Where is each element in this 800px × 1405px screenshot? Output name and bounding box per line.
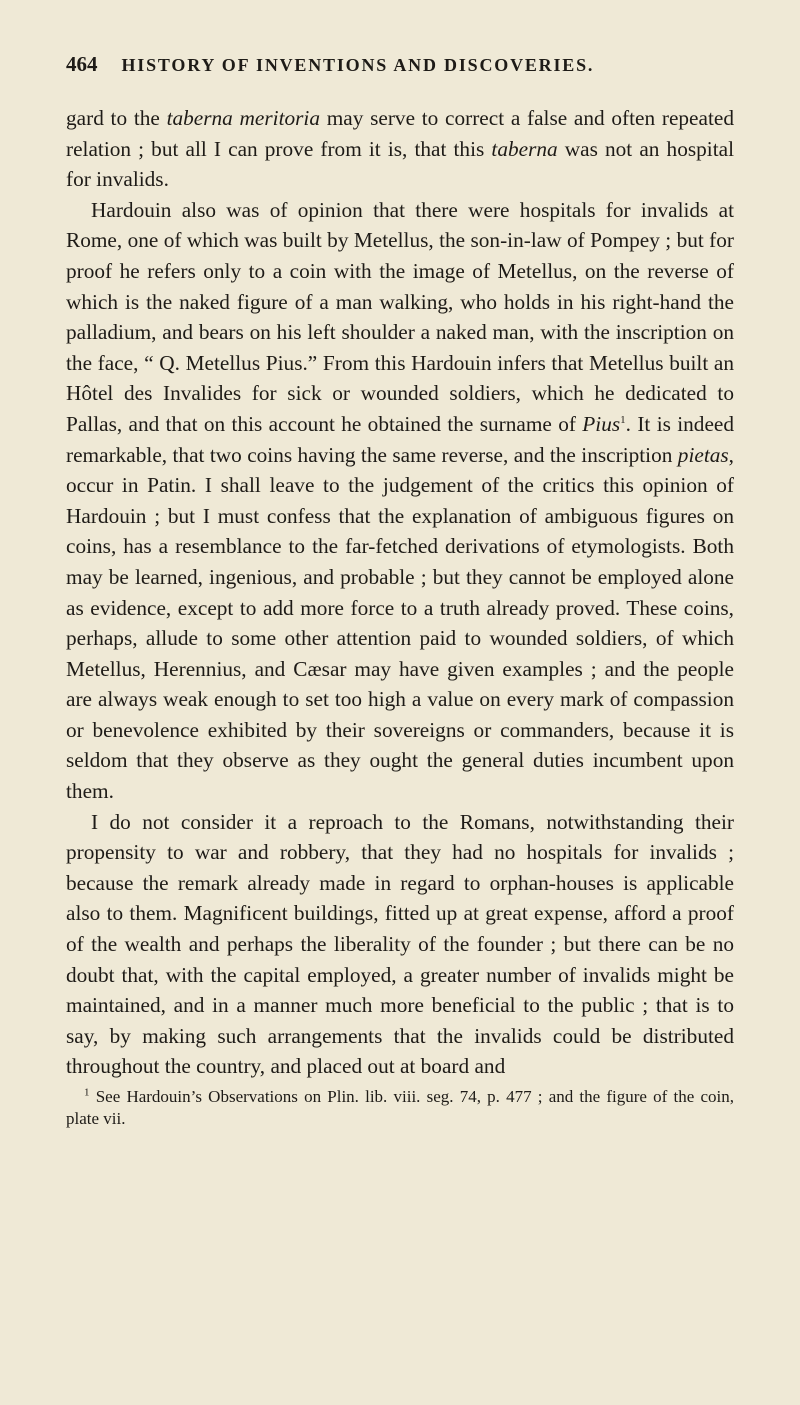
- paragraph: gard to the taberna meritoria may serve to correct a false and often repeated relation ; but all I can prove from it is, that this taberna was not an hospital for invalids.: [66, 106, 734, 192]
- footnote-text: See Hardouin’s Observations on Plin. lib. viii. seg. 74, p. 477 ; and the figure of the coin, plate vii.: [66, 1087, 735, 1128]
- latin-term: taberna meritoria: [166, 106, 320, 130]
- page-number: 464: [66, 52, 98, 76]
- latin-term: pietas: [677, 442, 729, 467]
- latin-term: Pius: [582, 411, 621, 436]
- paragraph: I do not consider it a reproach to the Romans, notwithstanding their propensity to war and robbery, that they had no hospitals for invalids ; because the remark already made in regard to orphan-houses is applicable also to them. Magnificent buildings, fitted up at great expense, afford a proof of the wealth and perhaps the liberality of the founder ; but there can be no doubt that, with the capital employed, a greater number of invalids might be maintained, and in a manner much more beneficial to the public ; that is to say, by making such arrangements that the invalids could be distributed throughout the country, and placed out at board and: [66, 809, 734, 1079]
- running-head-title: HISTORY OF INVENTIONS AND DISCOVERIES.: [121, 55, 595, 75]
- latin-term: taberna: [491, 136, 558, 161]
- body-text: [66, 103, 734, 1082]
- running-head: [66, 52, 734, 77]
- footnote: [66, 1086, 734, 1130]
- footnote-marker: 1: [84, 1086, 90, 1099]
- paragraph: Hardouin also was of opinion that there were hospitals for invalids at Rome, one of which was built by Metellus, the son-in-law of Pompey ; but for proof he refers only to a coin with the image of Metellus, on the reverse of which is the naked figure of a man walking, who holds in his right-hand the palladium, and bears on his left shoulder a naked man, with the inscription on the face, “ Q. Metellus Pius.” From this Hardouin infers that Metellus built an Hôtel des Invalides for sick or wounded soldiers, which he dedicated to Pallas, and that on this account he obtained the surname of Pius$^1$. It is indeed remarkable, that two coins having the same reverse, and the inscription pietas, occur in Patin. I shall leave to the judgement of the critics this opinion of Hardouin ; but I must confess that the explanation of ambiguous figures on coins, has a resemblance to the far-fetched derivations of etymologists. Both may be learned, ingenious, and probable ; but they cannot be employed alone as evidence, except to add more force to a truth already proved. These coins, perhaps, allude to some other attention paid to wounded soldiers, of which Metellus, Herennius, and Cæsar may have given examples ; and the people are always weak enough to set too high a value on every mark of compassion or benevolence exhibited by their sovereigns or commanders, because it is seldom that they observe as they ought the general duties incumbent upon them.: [66, 197, 735, 804]
- footnotes: [66, 1086, 734, 1130]
- footnote-reference: 1: [620, 413, 626, 426]
